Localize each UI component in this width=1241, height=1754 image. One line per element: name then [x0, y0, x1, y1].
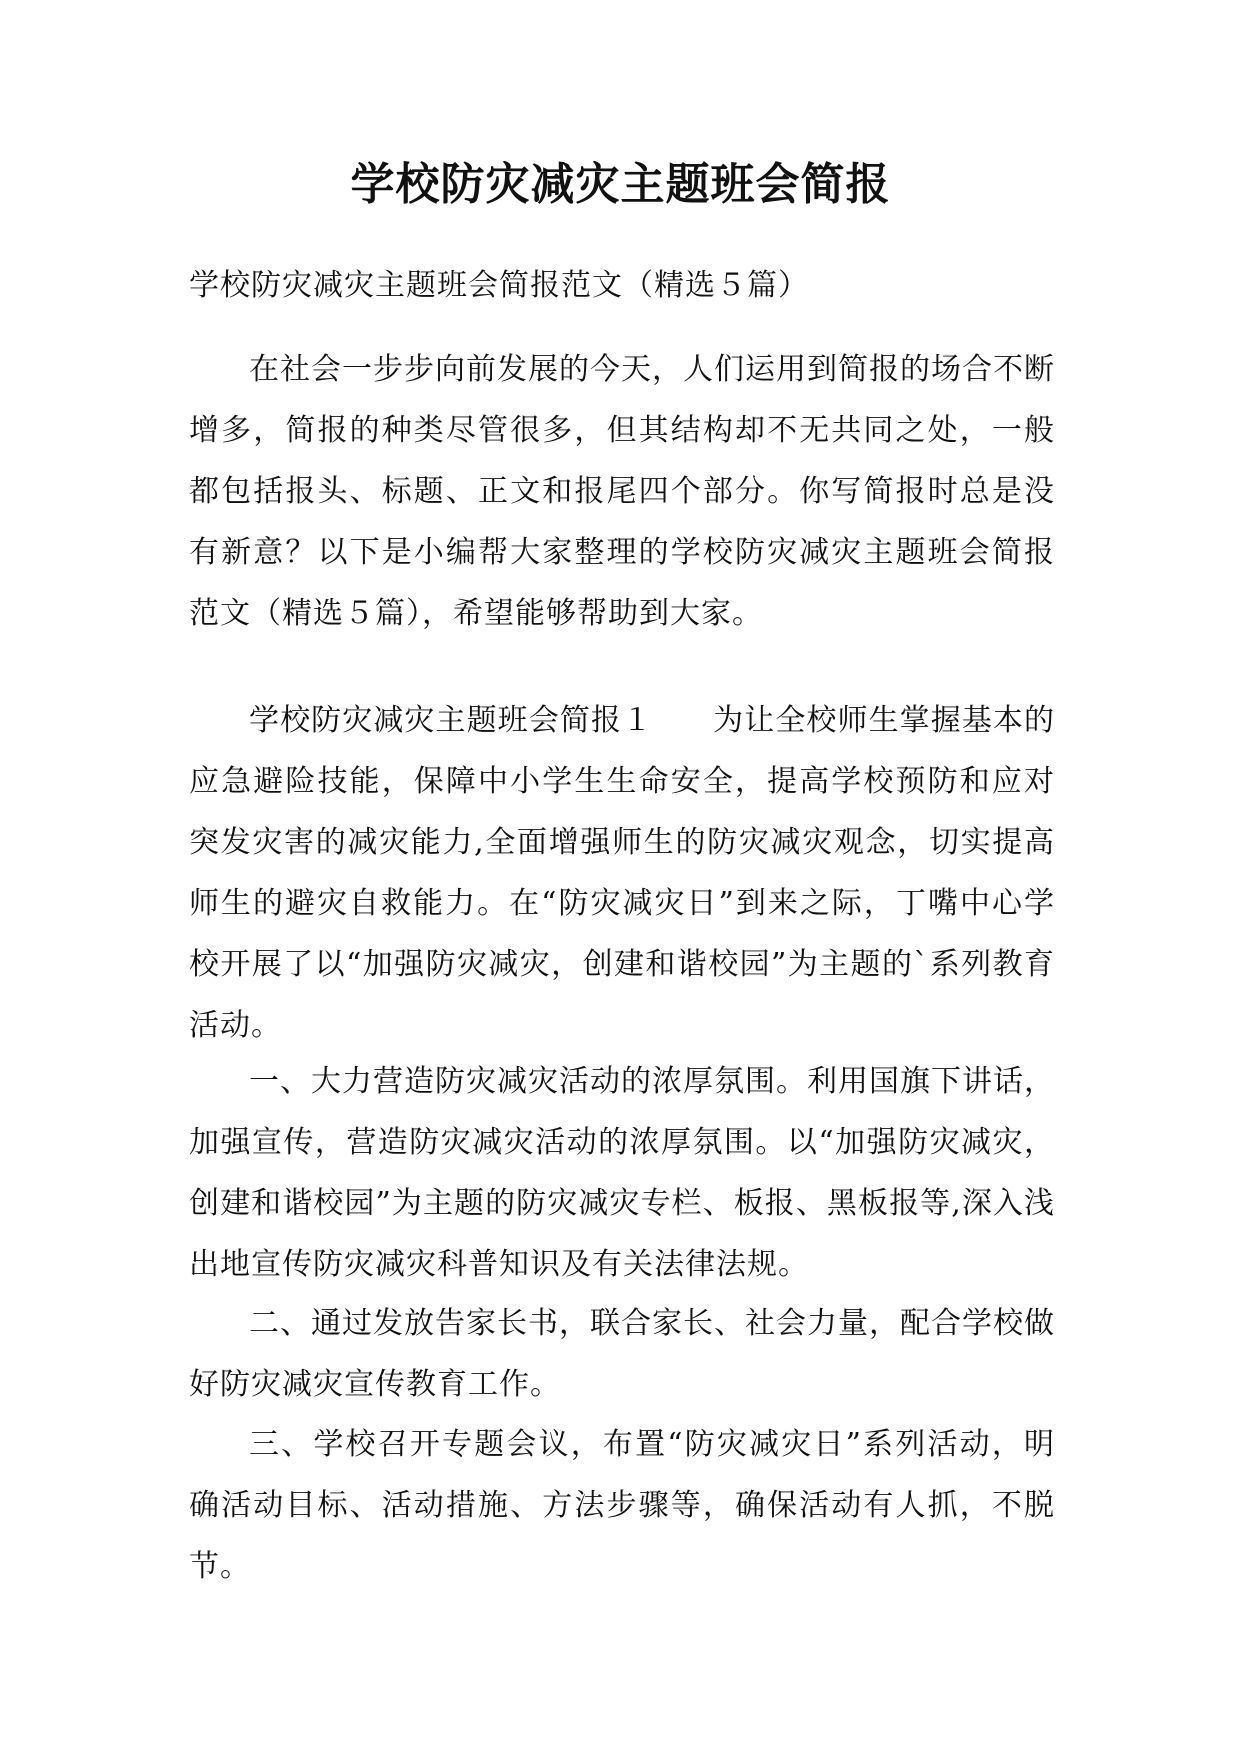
list-item-1: 一、大力营造防灾减灾活动的浓厚氛围。利用国旗下讲话，加强宣传，营造防灾减灾活动的浓厚氛围。以“加强防灾减灾，创建和谐校园”为主题的防灾减灾专栏、板报、黑板报等,深入浅出地宣传防灾减灾科普知识及有关法律法规。: [189, 1064, 1055, 1282]
section-1-heading: 学校防灾减灾主题班会简报１: [249, 703, 654, 738]
intro-paragraph: 在社会一步步向前发展的今天，人们运用到简报的场合不断增多，简报的种类尽管很多，但其结构却不无共同之处，一般都包括报头、标题、正文和报尾四个部分。你写简报时总是没有新意？以下是小编帮大家整理的学校防灾减灾主题班会简报范文（精选５篇），希望能够帮助到大家。: [189, 352, 1055, 631]
document-subtitle: 学校防灾减灾主题班会简报范文（精选５篇）: [189, 268, 809, 303]
section-1-paragraph: [189, 690, 1055, 1056]
list-item-3: 三、学校召开专题会议，布置“防灾减灾日”系列活动，明确活动目标、活动措施、方法步骤等，确保活动有人抓，不脱节。: [189, 1427, 1055, 1584]
list-item-2: 二、通过发放告家长书，联合家长、社会力量，配合学校做好防灾减灾宣传教育工作。: [189, 1306, 1055, 1402]
document-title: 学校防灾减灾主题班会简报: [350, 159, 891, 210]
section-1-text: 为让全校师生掌握基本的应急避险技能，保障中小学生生命安全，提高学校预防和应对突发灾害的减灾能力,全面增强师生的防灾减灾观念，切实提高师生的避灾自救能力。在“防灾减灾日”到来之际，丁嘴中心学校开展了以“加强防灾减灾，创建和谐校园”为主题的`系列教育活动。: [189, 703, 1056, 1043]
